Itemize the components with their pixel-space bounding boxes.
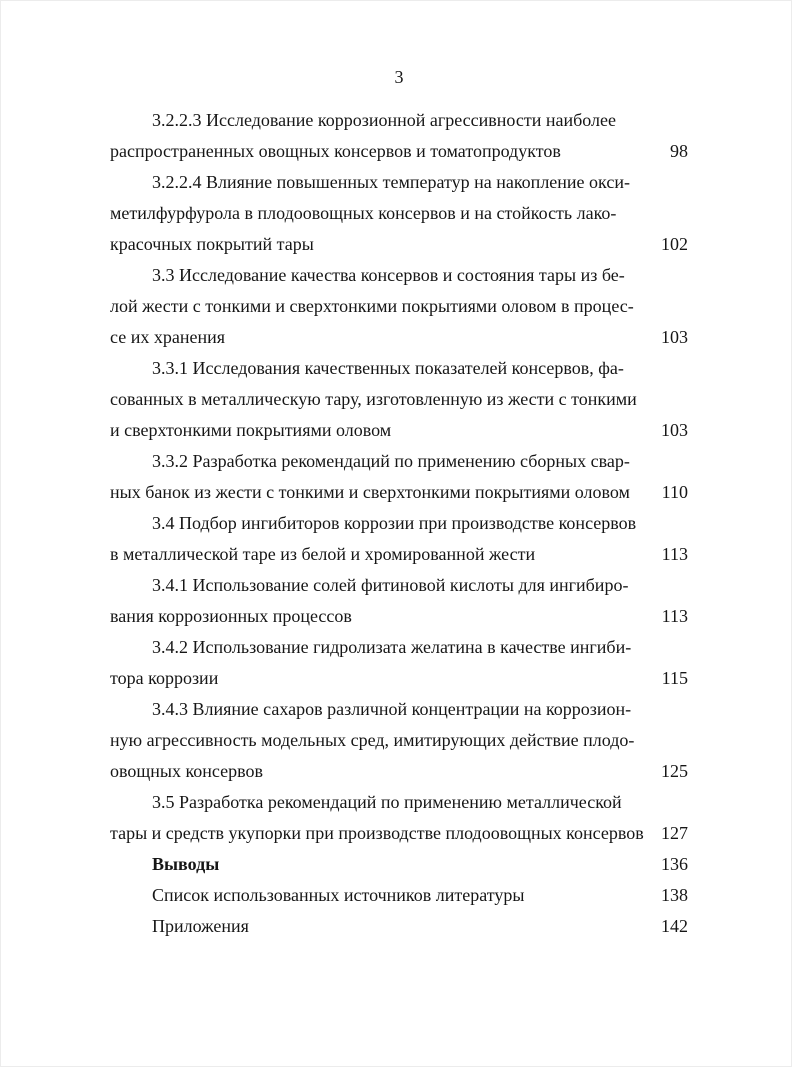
toc-entry-text: красочных покрытий тары	[110, 234, 314, 254]
toc-entry-text: се их хранения	[110, 327, 225, 347]
toc-entry-text: сованных в металлическую тару, изготовленную из жести с тонкими	[110, 389, 637, 409]
toc-entry-line	[110, 322, 688, 353]
toc-entry-line	[110, 632, 688, 663]
toc-entry-line	[110, 725, 688, 756]
toc-entry-line	[110, 136, 688, 167]
toc-entry-text: 3.3 Исследование качества консервов и состояния тары из бе-	[152, 265, 625, 285]
toc-entry-page-number: 98	[670, 141, 688, 161]
toc-entry-line	[110, 229, 688, 260]
toc-entry	[110, 911, 688, 942]
toc-entry-text: 3.4.2 Использование гидролизата желатина в качестве ингиби-	[152, 637, 632, 657]
toc-entry-line	[110, 849, 688, 880]
toc-entry	[110, 694, 688, 787]
toc-entry	[110, 787, 688, 849]
toc-entry	[110, 570, 688, 632]
toc-entry-page-number: 125	[661, 761, 688, 781]
toc-entry	[110, 105, 688, 167]
toc-entry-text: Приложения	[152, 916, 249, 936]
toc-entry	[110, 880, 688, 911]
page-number: 3	[394, 67, 404, 87]
toc-entry-line	[110, 198, 688, 229]
toc-entry-text: 3.4.3 Влияние сахаров различной концентрации на коррозион-	[152, 699, 632, 719]
toc-entry-text: 3.3.2 Разработка рекомендаций по применению сборных свар-	[152, 451, 630, 471]
toc-entry-text: 3.2.2.4 Влияние повышенных температур на накопление окси-	[152, 172, 630, 192]
toc-entry-line	[110, 167, 688, 198]
toc-entry-line	[110, 818, 688, 849]
toc-entry	[110, 632, 688, 694]
toc-entry-page-number: 142	[661, 916, 688, 936]
toc-entry-line	[110, 694, 688, 725]
toc-entry-text: ную агрессивность модельных сред, имитирующих действие плодо-	[110, 730, 635, 750]
toc-entry-line	[110, 353, 688, 384]
toc-entry-text: вания коррозионных процессов	[110, 606, 352, 626]
toc-entry-text: 3.3.1 Исследования качественных показателей консервов, фа-	[152, 358, 624, 378]
toc-entry-page-number: 103	[661, 420, 688, 440]
toc-entry-line	[110, 291, 688, 322]
toc-entry-text: ных банок из жести с тонкими и сверхтонкими покрытиями оловом	[110, 482, 630, 502]
toc-entry-page-number: 110	[661, 482, 688, 502]
toc-entry-text: в металлической таре из белой и хромированной жести	[110, 544, 536, 564]
toc-entry-text: тора коррозии	[110, 668, 219, 688]
toc-entry	[110, 353, 688, 446]
toc-entry-line	[110, 384, 688, 415]
toc-entry	[110, 849, 688, 880]
toc-entry-line	[110, 911, 688, 942]
toc-entry-line	[110, 508, 688, 539]
toc-entry-page-number: 136	[661, 854, 688, 874]
toc-entry-line	[110, 539, 688, 570]
toc-entry-text: 3.2.2.3 Исследование коррозионной агрессивности наиболее	[152, 110, 616, 130]
toc-entry-line	[110, 601, 688, 632]
toc-entry-line	[110, 570, 688, 601]
toc-entry	[110, 167, 688, 260]
toc-entry-line	[110, 105, 688, 136]
toc-entry	[110, 508, 688, 570]
toc-entry-text: Выводы	[152, 854, 220, 874]
toc-entry-line	[110, 477, 688, 508]
toc-entry-text: и сверхтонкими покрытиями оловом	[110, 420, 392, 440]
toc-entry-text: лой жести с тонкими и сверхтонкими покрытиями оловом в процес-	[110, 296, 634, 316]
toc-entry-text: метилфурфурола в плодоовощных консервов и на стойкость лако-	[110, 203, 617, 223]
toc-entry-line	[110, 260, 688, 291]
toc-entry-page-number: 113	[661, 544, 688, 564]
toc-entry-page-number: 138	[661, 885, 688, 905]
toc-entry-text: 3.5 Разработка рекомендаций по применению металлической	[152, 792, 622, 812]
toc-entry-page-number: 127	[661, 823, 688, 843]
toc-entry-page-number: 103	[661, 327, 688, 347]
toc-entry-text: Список использованных источников литературы	[152, 885, 525, 905]
toc-entry-line	[110, 663, 688, 694]
toc-entry	[110, 446, 688, 508]
toc-entry-line	[110, 756, 688, 787]
table-of-contents	[110, 105, 688, 942]
toc-entry-text: овощных консервов	[110, 761, 263, 781]
toc-entry-line	[110, 415, 688, 446]
toc-entry	[110, 260, 688, 353]
toc-entry-page-number: 115	[661, 668, 688, 688]
toc-entry-text: распространенных овощных консервов и томатопродуктов	[110, 141, 561, 161]
toc-entry-line	[110, 880, 688, 911]
toc-entry-text: тары и средств укупорки при производстве плодоовощных консервов	[110, 823, 644, 843]
toc-entry-text: 3.4 Подбор ингибиторов коррозии при производстве консервов	[152, 513, 637, 533]
toc-entry-line	[110, 787, 688, 818]
toc-entry-line	[110, 446, 688, 477]
toc-entry-page-number: 113	[661, 606, 688, 626]
toc-entry-page-number: 102	[661, 234, 688, 254]
toc-entry-text: 3.4.1 Использование солей фитиновой кислоты для ингибиро-	[152, 575, 629, 595]
